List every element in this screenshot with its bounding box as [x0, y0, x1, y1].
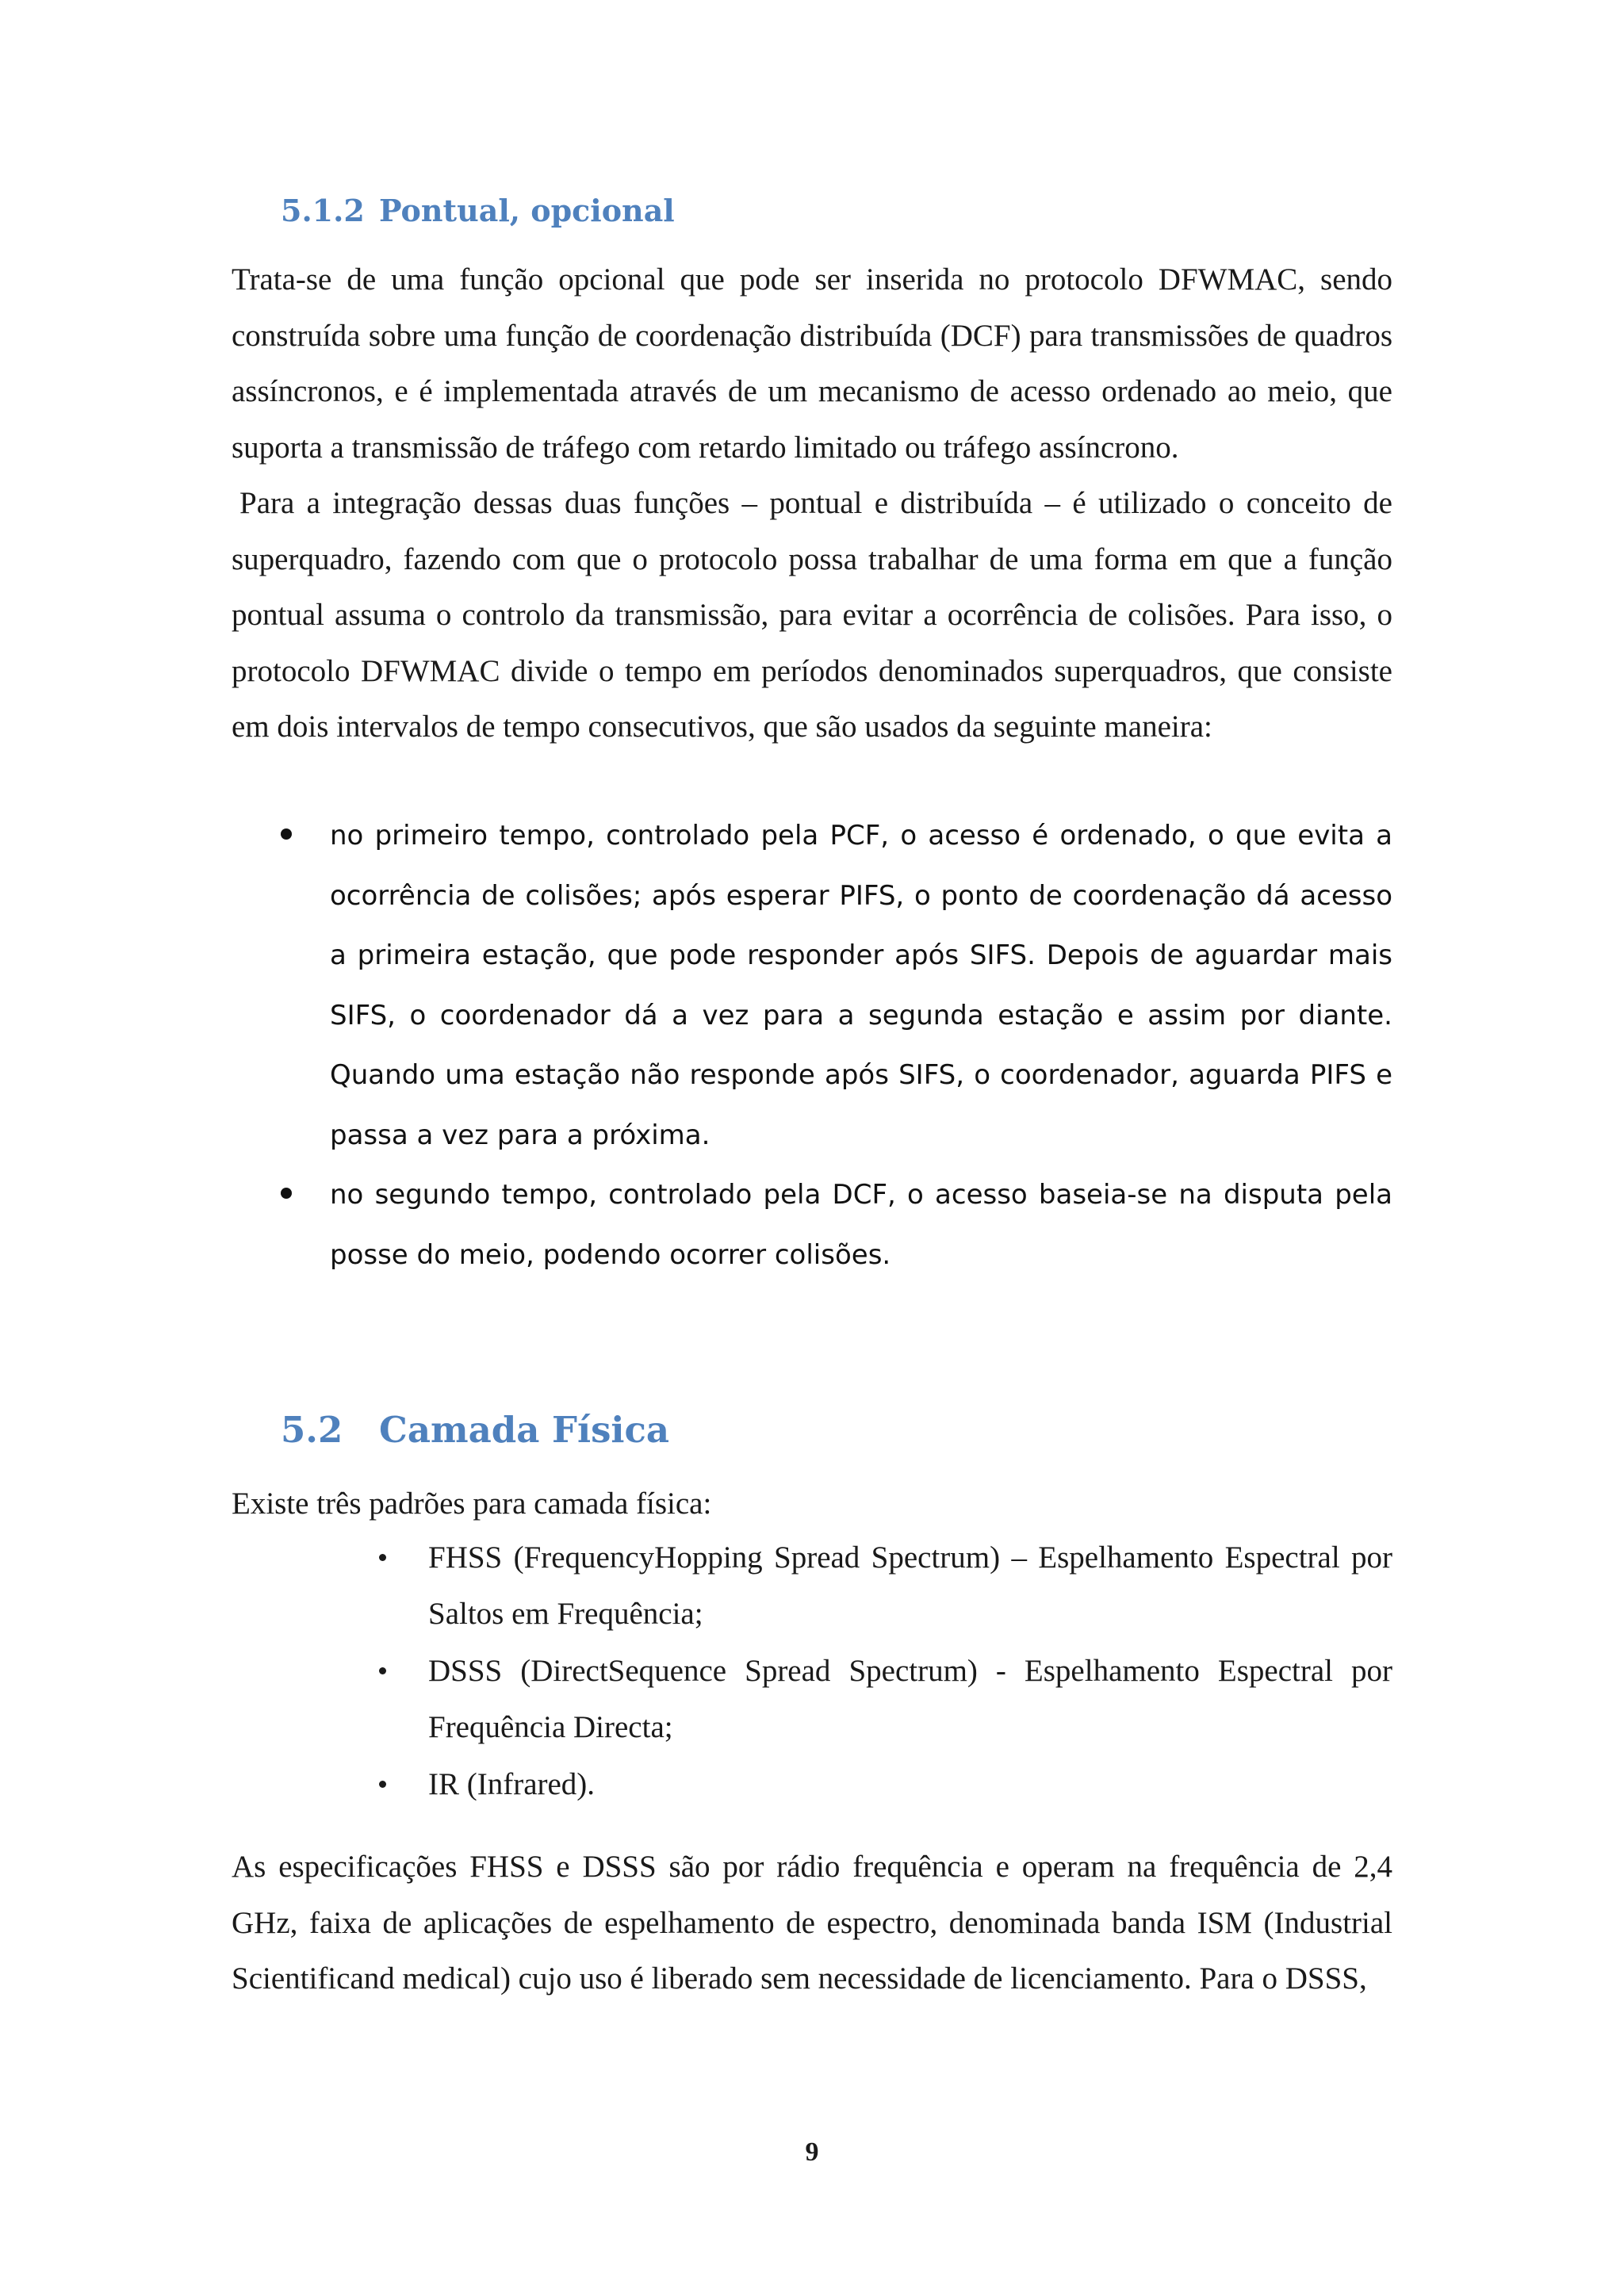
list-item-text: FHSS (FrequencyHopping Spread Spectrum) – Espelhamento Espectral por Saltos em Frequência; [428, 1540, 1392, 1631]
bullet-icon [379, 1554, 386, 1561]
paragraph-fhss-dsss: As especificações FHSS e DSSS são por rádio frequência e operam na frequência de 2,4 GHz, faixa de aplicações de espelhamento de espectro, denominada banda ISM (Industrial Scientificand medical) cujo uso é liberado sem necessidade de licenciamento. Para o DSSS, [232, 1850, 1392, 1996]
bullet-icon [281, 828, 292, 840]
section-title: Pontual, opcional [379, 193, 675, 228]
paragraph-pontual-intro: Trata-se de uma função opcional que pode ser inserida no protocolo DFWMAC, sendo construída sobre uma função de coordenação distribuída (DCF) para transmissões de quadros assíncronos, e é implementada através de um mecanismo de acesso ordenado ao meio, que suporta a transmissão de tráfego com retardo limitado ou tráfego assíncrono. [232, 262, 1392, 465]
bullet-icon [379, 1781, 386, 1788]
paragraph-superquadro: Para a integração dessas duas funções – pontual e distribuída – é utilizado o conceito de superquadro, fazendo com que o protocolo possa trabalhar de uma forma em que a função pontual assuma o controlo da transmissão, para evitar a ocorrência de colisões. Para isso, o protocolo DFWMAC divide o tempo em períodos denominados superquadros, que consiste em dois intervalos de tempo consecutivos, que são usados da seguinte maneira: [232, 486, 1392, 744]
list-item [232, 806, 1392, 1165]
page-number: 9 [805, 2137, 819, 2167]
bullet-icon [379, 1667, 386, 1674]
list-item [232, 1757, 1392, 1813]
section-number: 5.2 [281, 1409, 343, 1451]
section-number: 5.1.2 [281, 193, 365, 228]
list-item [232, 1644, 1392, 1755]
paragraph-camada-intro: Existe três padrões para camada física: [232, 1487, 712, 1521]
list-item-text: no segundo tempo, controlado pela DCF, o acesso baseia-se na disputa pela posse do meio, podendo ocorrer colisões. [330, 1179, 1392, 1271]
list-item-text: no primeiro tempo, controlado pela PCF, o acesso é ordenado, o que evita a ocorrência de colisões; após esperar PIFS, o ponto de coordenação dá acesso a primeira estação, que pode responder após SIFS. Depois de aguardar mais SIFS, o coordenador dá a vez para a segunda estação e assim por diante. Quando uma estação não responde após SIFS, o coordenador, aguarda PIFS e passa a vez para a próxima. [330, 820, 1392, 1151]
list-item-text: IR (Infrared). [428, 1767, 596, 1801]
list-item-text: DSSS (DirectSequence Spread Spectrum) - Espelhamento Espectral por Frequência Directa; [428, 1654, 1392, 1744]
section-heading-5-1-2 [281, 189, 675, 233]
bullet-list-camada-fisica [232, 1530, 1392, 1815]
section-title: Camada Física [379, 1409, 670, 1451]
list-item [232, 1165, 1392, 1285]
section-heading-5-2 [281, 1405, 669, 1456]
bullet-icon [281, 1188, 292, 1199]
list-item [232, 1530, 1392, 1642]
bullet-list-superquadro [232, 806, 1392, 1285]
